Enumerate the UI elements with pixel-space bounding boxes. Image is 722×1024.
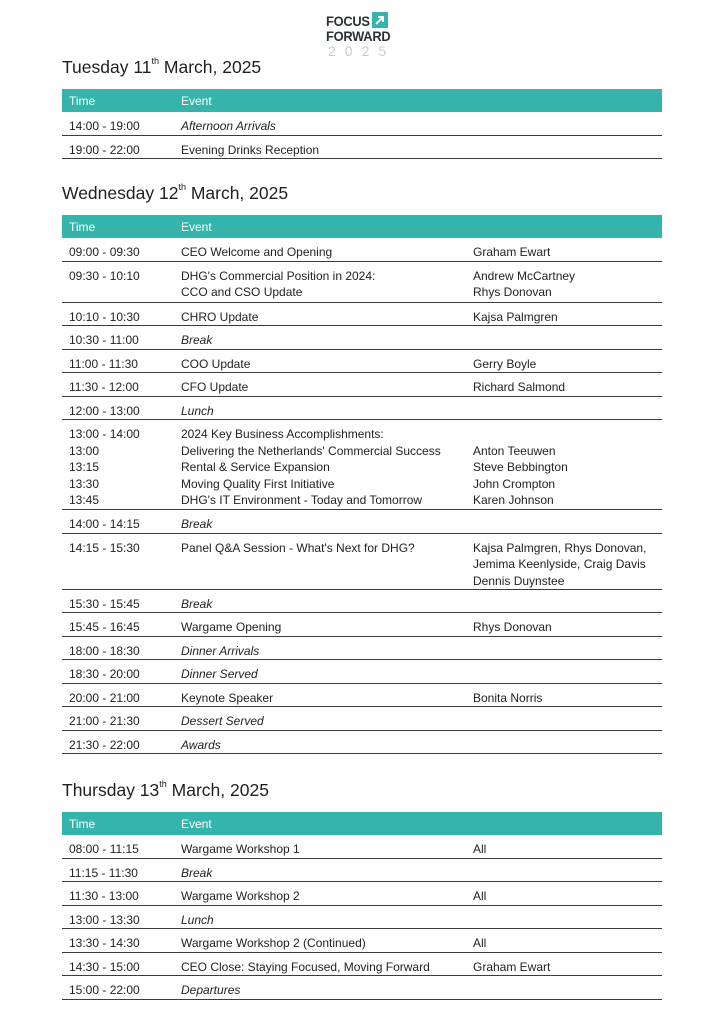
row-time: 21:00 - 21:30 [69,714,140,728]
table-header [62,89,662,112]
row-time: 10:30 - 11:00 [69,333,139,347]
row-event: Wargame Workshop 1 [181,842,300,856]
row-event: CFO Update [181,380,249,394]
row-time: 15:45 - 16:45 [69,620,140,634]
day-title-month: March, 2025 [159,57,262,77]
row-speaker: Richard Salmond [473,380,566,394]
table-row [62,684,662,708]
row-speaker: All [473,842,487,856]
day-section [62,779,662,997]
row-speaker: All [473,936,487,950]
header-event: Event [181,817,212,831]
day-title-date: Thursday 13 [62,780,160,800]
row-event: Evening Drinks Reception [181,142,320,157]
row-event: Awards [181,737,221,752]
table-header [62,215,662,238]
table-row [62,590,662,614]
day-title-month: March, 2025 [166,780,269,800]
row-speaker: Kajsa Palmgren, Rhys Donovan, Jemima Keenlyside, Craig Davis Dennis Duynstee [473,540,647,588]
table-row [62,882,662,906]
table-row [62,350,662,374]
row-time: 14:15 - 15:30 [69,540,140,555]
row-speaker: All [473,889,487,903]
row-time: 18:00 - 18:30 [69,643,140,658]
row-time: 11:15 - 11:30 [69,865,138,880]
row-event: 2024 Key Business Accomplishments: Delivering the Netherlands' Commercial Success Rental & Service Expansion Moving Quality First Initiative DHG's IT Environment - Today and Tomorrow [181,427,441,507]
table-row [62,510,662,534]
table-row [62,420,662,510]
row-event: Afternoon Arrivals [181,119,276,133]
table-row [62,637,662,661]
row-time: 18:30 - 20:00 [69,667,140,681]
row-event: CEO Close: Staying Focused, Moving Forward [181,959,430,974]
day-title [62,183,662,204]
logo-line-1: FOCUS [326,13,370,29]
row-speaker: Gerry Boyle [473,356,537,371]
table-row [62,262,662,303]
day-title [62,57,662,78]
row-speaker: Bonita Norris [473,690,543,705]
row-event: Lunch [181,912,214,927]
row-time: 08:00 - 11:15 [69,842,139,856]
row-time: 19:00 - 22:00 [69,142,140,157]
row-event: DHG's Commercial Position in 2024: CCO and CSO Update [181,268,376,299]
row-time: 14:30 - 15:00 [69,959,140,974]
table-header [62,812,662,835]
day-title-ordinal: th [178,182,186,192]
table-row [62,859,662,883]
row-speaker: Rhys Donovan [473,620,552,634]
row-time: 15:00 - 22:00 [69,983,140,997]
table-row [62,731,662,755]
table-row [62,953,662,977]
row-time: 09:30 - 10:10 [69,268,140,283]
row-time: 11:30 - 13:00 [69,889,139,903]
row-speaker: Anton Teeuwen Steve Bebbington John Crompton Karen Johnson [473,443,568,507]
day-title [62,780,662,801]
row-speaker: Kajsa Palmgren [473,309,558,324]
row-time: 10:10 - 10:30 [69,309,140,324]
row-time: 09:00 - 09:30 [69,245,140,259]
header-time: Time [69,817,96,831]
logo-year: 2025 [328,43,396,59]
table-row [62,906,662,930]
table-row [62,707,662,731]
header-event: Event [181,220,212,234]
row-event: Panel Q&A Session - What's Next for DHG? [181,540,415,555]
row-event: Dinner Served [181,667,258,681]
day-title-month: March, 2025 [185,183,289,203]
table-row [62,660,662,684]
day-section [62,182,662,752]
row-event: Dinner Arrivals [181,643,260,658]
header-time: Time [69,220,96,234]
row-event: Break [181,333,213,347]
row-event: CHRO Update [181,309,259,324]
header-event: Event [181,94,212,108]
row-time: 11:00 - 11:30 [69,356,138,371]
row-time: 14:00 - 14:15 [69,517,140,531]
row-event: Lunch [181,403,214,418]
day-title-date: Wednesday 12 [62,183,179,203]
table-row [62,534,662,590]
table-row [62,303,662,327]
row-event: Wargame Workshop 2 (Continued) [181,936,366,950]
day-section [62,56,662,157]
day-title-ordinal: th [151,56,160,66]
row-event: Wargame Workshop 2 [181,889,300,903]
table-row [62,326,662,350]
table-row [62,929,662,953]
table-row [62,238,662,262]
table-row [62,976,662,1000]
table-row [62,373,662,397]
table-row [62,397,662,421]
row-event: Break [181,517,213,531]
table-row [62,613,662,637]
row-time: 11:30 - 12:00 [69,380,139,394]
row-event: Break [181,865,213,880]
logo-line-2: FORWARD [326,28,391,44]
focus-forward-logo [326,12,398,62]
row-event: Departures [181,983,241,997]
row-time: 13:30 - 14:30 [69,936,140,950]
row-time: 20:00 - 21:00 [69,690,140,705]
row-event: Break [181,596,213,611]
row-event: Dessert Served [181,714,264,728]
table-row [62,112,662,136]
row-speaker: Andrew McCartney Rhys Donovan [473,268,576,299]
day-title-ordinal: th [159,779,167,789]
row-event: COO Update [181,356,251,371]
day-title-date: Tuesday 11 [62,57,152,77]
logo-arrow-icon [372,12,388,28]
row-speaker: Graham Ewart [473,245,551,259]
row-time: 21:30 - 22:00 [69,737,140,752]
row-time: 12:00 - 13:00 [69,403,140,418]
row-time: 13:00 - 13:30 [69,912,140,927]
table-row [62,835,662,859]
row-event: CEO Welcome and Opening [181,245,333,259]
row-event: Keynote Speaker [181,690,274,705]
table-row [62,136,662,160]
row-time: 15:30 - 15:45 [69,596,140,611]
row-time: 13:00 - 14:00 13:00 13:15 13:30 13:45 [69,427,140,507]
header-time: Time [69,94,96,108]
row-event: Wargame Opening [181,620,282,634]
row-speaker: Graham Ewart [473,959,551,974]
row-time: 14:00 - 19:00 [69,119,140,133]
